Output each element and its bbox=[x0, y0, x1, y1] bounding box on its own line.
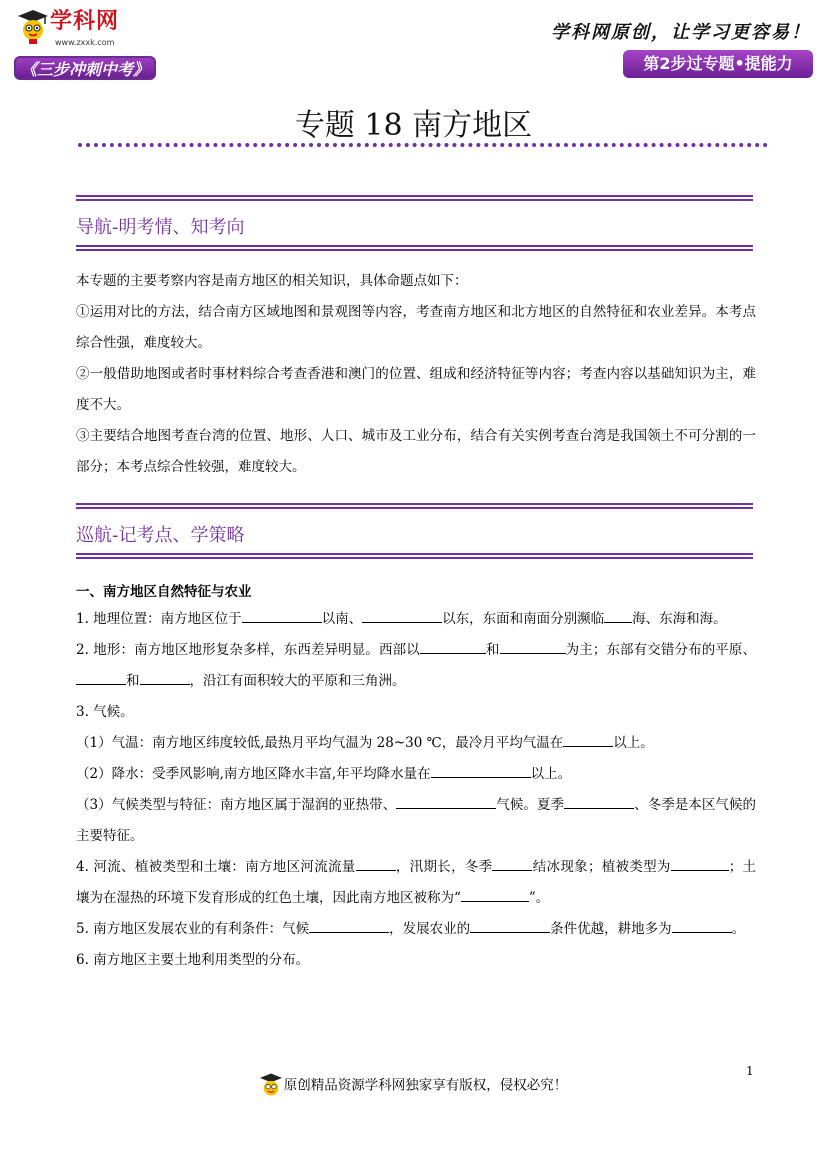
item-3-3: （3）气候类型与特征：南方地区属于湿润的亚热带、 气候。夏季 、冬季是本区气候的主要特征。 bbox=[76, 790, 756, 852]
page-title: 专题 18 南方地区 bbox=[294, 108, 533, 143]
paragraph: 本专题的主要考察内容是南方地区的相关知识，具体命题点如下： bbox=[76, 273, 468, 289]
fill-blank[interactable] bbox=[356, 856, 396, 871]
fill-blank[interactable] bbox=[500, 639, 566, 654]
fill-blank[interactable] bbox=[492, 856, 532, 871]
slogan: 学科网原创，让学习更容易！ bbox=[551, 22, 811, 43]
site-url: www.zxxk.com bbox=[55, 38, 115, 47]
step-badge: 第2步过专题•提能力 bbox=[623, 50, 813, 78]
subheading: 一、南方地区自然特征与农业 bbox=[76, 584, 252, 600]
fill-blank[interactable] bbox=[76, 670, 126, 685]
item-3-2: （2）降水：受季风影响,南方地区降水丰富,年平均降水量在 以上。 bbox=[76, 759, 756, 790]
section2-body bbox=[76, 604, 756, 976]
fill-blank[interactable] bbox=[242, 608, 322, 623]
footer-copyright bbox=[0, 1073, 827, 1099]
section-title-patrol: 巡航-记考点、学策略 bbox=[76, 525, 245, 546]
item-2: 2. 地形：南方地区地形复杂多样，东西差异明显。西部以 和 为主；东部有交错分布的平原、和 ，沿江有面积较大的平原和三角洲。 bbox=[76, 635, 756, 697]
paragraph: ③主要结合地图考查台湾的位置、地形、人口、城市及工业分布，结合有关实例考查台湾是我国领土不可分割的一部分；本考点综合性较强，难度较大。 bbox=[76, 428, 756, 475]
section1-body bbox=[76, 266, 756, 483]
title-divider bbox=[78, 143, 768, 147]
item-5: 5. 南方地区发展农业的有利条件：气候 ，发展农业的 条件优越，耕地多为 。 bbox=[76, 914, 756, 945]
fill-blank[interactable] bbox=[604, 608, 632, 623]
page-number: 1 bbox=[746, 1064, 754, 1078]
fill-blank[interactable] bbox=[470, 918, 550, 933]
fill-blank[interactable] bbox=[672, 918, 732, 933]
item-6: 6. 南方地区主要土地利用类型的分布。 bbox=[76, 952, 310, 968]
fill-blank[interactable] bbox=[140, 670, 190, 685]
fill-blank[interactable] bbox=[563, 732, 613, 747]
item-3-1: （1）气温：南方地区纬度较低,最热月平均气温为 28~30 ℃，最冷月平均气温在 以上。 bbox=[76, 728, 756, 759]
paragraph: ①运用对比的方法，结合南方区域地图和景观图等内容，考查南方地区和北方地区的自然特征和农业差异。本考点综合性强，难度较大。 bbox=[76, 304, 756, 351]
section-top-rule bbox=[76, 195, 753, 201]
fill-blank[interactable] bbox=[431, 763, 531, 778]
fill-blank[interactable] bbox=[396, 794, 496, 809]
item-3: 3. 气候。 bbox=[76, 704, 134, 720]
mascot-icon bbox=[260, 1073, 282, 1099]
item-4: 4. 河流、植被类型和土壤：南方地区河流流量 ，汛期长，冬季 结冰现象；植被类型为 ；土壤为在湿热的环境下发育形成的红色土壤，因此南方地区被称为“ ”。 bbox=[76, 852, 756, 914]
fill-blank[interactable] bbox=[362, 608, 442, 623]
section-bottom-rule bbox=[76, 245, 753, 251]
fill-blank[interactable] bbox=[309, 918, 389, 933]
section-bottom-rule bbox=[76, 553, 753, 559]
fill-blank[interactable] bbox=[671, 856, 729, 871]
paragraph: ②一般借助地图或者时事材料综合考查香港和澳门的位置、组成和经济特征等内容；考查内容以基础知识为主，难度不大。 bbox=[76, 366, 756, 413]
fill-blank[interactable] bbox=[461, 887, 529, 902]
item-1: 1. 地理位置：南方地区位于 以南、 以东，东面和南面分别濒临 海、东海和海。 bbox=[76, 604, 756, 635]
site-logo-text: 学科网 bbox=[50, 9, 120, 34]
copyright-text: 原创精品资源学科网独家享有版权，侵权必究！ bbox=[283, 1077, 568, 1094]
mascot-logo-icon bbox=[18, 10, 48, 44]
fill-blank[interactable] bbox=[420, 639, 486, 654]
fill-blank[interactable] bbox=[564, 794, 634, 809]
section-top-rule bbox=[76, 503, 753, 509]
section-title-navigation: 导航-明考情、知考向 bbox=[76, 217, 245, 238]
series-badge: 《三步冲刺中考》 bbox=[14, 56, 156, 80]
